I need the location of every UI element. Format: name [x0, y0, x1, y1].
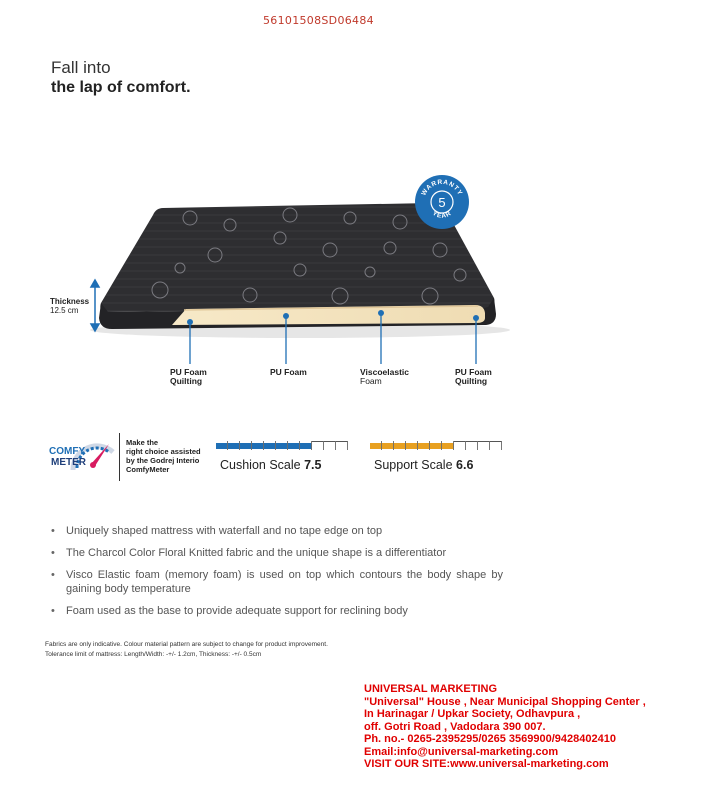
support-scale-segment — [442, 443, 453, 449]
warranty-badge — [414, 174, 470, 230]
thickness-arrow — [91, 280, 99, 331]
support-scale-segment — [466, 441, 477, 442]
fine-print-2: Tolerance limit of mattress: Length/Width: -+/- 1.2cm, Thickness: -+/- 0.5cm — [45, 651, 262, 658]
feature-item: • Foam used as the base to provide adequate support for reclining body — [48, 604, 503, 618]
dealer-website[interactable]: VISIT OUR SITE:www.universal-marketing.com — [364, 758, 609, 770]
layer-label-3: Viscoelastic Foam — [360, 367, 409, 386]
warranty-top-text: WARRANTY — [420, 178, 464, 197]
support-scale-segment — [478, 441, 489, 442]
comfy-divider — [119, 433, 120, 481]
dealer-contact — [364, 683, 646, 771]
cushion-scale-segment — [300, 443, 311, 449]
mattress-illustration — [0, 0, 707, 400]
warranty-bottom-text: YEAR — [431, 209, 453, 220]
dealer-address-3: off. Gotri Road , Vadodara 390 007. — [364, 720, 546, 733]
feature-item: • Visco Elastic foam (memory foam) is used on top which contours the body shape by gaining body temperature — [48, 568, 503, 596]
fine-print-1: Fabrics are only indicative. Colour material pattern are subject to change for product improvement. — [45, 641, 328, 648]
thickness-value: 12.5 cm — [50, 306, 79, 315]
support-scale-segment — [394, 443, 405, 449]
support-scale-bar — [370, 441, 504, 451]
thickness-title: Thickness — [50, 297, 90, 306]
product-code: 56101508SD06484 — [263, 14, 374, 27]
cushion-scale-bar — [216, 441, 350, 451]
cushion-scale-label: Cushion Scale 7.5 — [220, 458, 322, 472]
dealer-email[interactable]: Email:info@universal-marketing.com — [364, 745, 559, 758]
layer-label-4: PU Foam Quilting — [455, 367, 492, 386]
warranty-years: 5 — [438, 195, 446, 210]
cushion-scale-segment — [324, 441, 335, 442]
layer-label-1: PU Foam Quilting — [170, 367, 207, 386]
dealer-address-2: In Harinagar / Upkar Society, Odhavpura , — [364, 708, 581, 720]
layer-label-2: PU Foam — [270, 367, 307, 377]
dealer-name: UNIVERSAL MARKETING — [364, 683, 498, 695]
cushion-scale-segment — [228, 443, 239, 449]
thickness-label — [50, 297, 89, 315]
support-scale-segment — [454, 441, 465, 442]
support-scale-segment — [430, 443, 441, 449]
headline-line2: the lap of comfort. — [51, 79, 191, 96]
dealer-phone: Ph. no.- 0265-2395295/0265 3569900/9428402410 — [364, 733, 616, 745]
cushion-scale-segment — [264, 443, 275, 449]
comfy-meter-logo — [47, 430, 117, 480]
support-scale-segment — [418, 443, 429, 449]
cushion-scale-segment — [336, 441, 347, 442]
feature-item: • Uniquely shaped mattress with waterfall and no tape edge on top — [48, 524, 503, 538]
comfy-logo-line1: COMFY — [49, 446, 86, 457]
support-scale-segment — [406, 443, 417, 449]
support-scale-label: Support Scale 6.6 — [374, 458, 474, 472]
cushion-scale-segment — [216, 443, 227, 449]
cushion-scale-segment — [288, 443, 299, 449]
comfy-logo-line2: METER — [51, 457, 86, 468]
feature-list — [48, 524, 503, 626]
support-scale-segment — [370, 443, 381, 449]
dealer-address-1: "Universal" House , Near Municipal Shopping Center , — [364, 695, 646, 708]
cushion-scale-segment — [276, 443, 287, 449]
feature-item: • The Charcol Color Floral Knitted fabric and the unique shape is a differentiator — [48, 546, 503, 560]
comfy-description: Make the right choice assisted by the Godrej Interio ComfyMeter — [126, 438, 201, 474]
support-scale-segment — [490, 441, 501, 442]
cushion-scale-segment — [240, 443, 251, 449]
headline-line1: Fall into — [51, 58, 111, 77]
cushion-scale-segment — [312, 441, 323, 442]
cushion-scale-segment — [252, 443, 263, 449]
support-scale-segment — [382, 443, 393, 449]
